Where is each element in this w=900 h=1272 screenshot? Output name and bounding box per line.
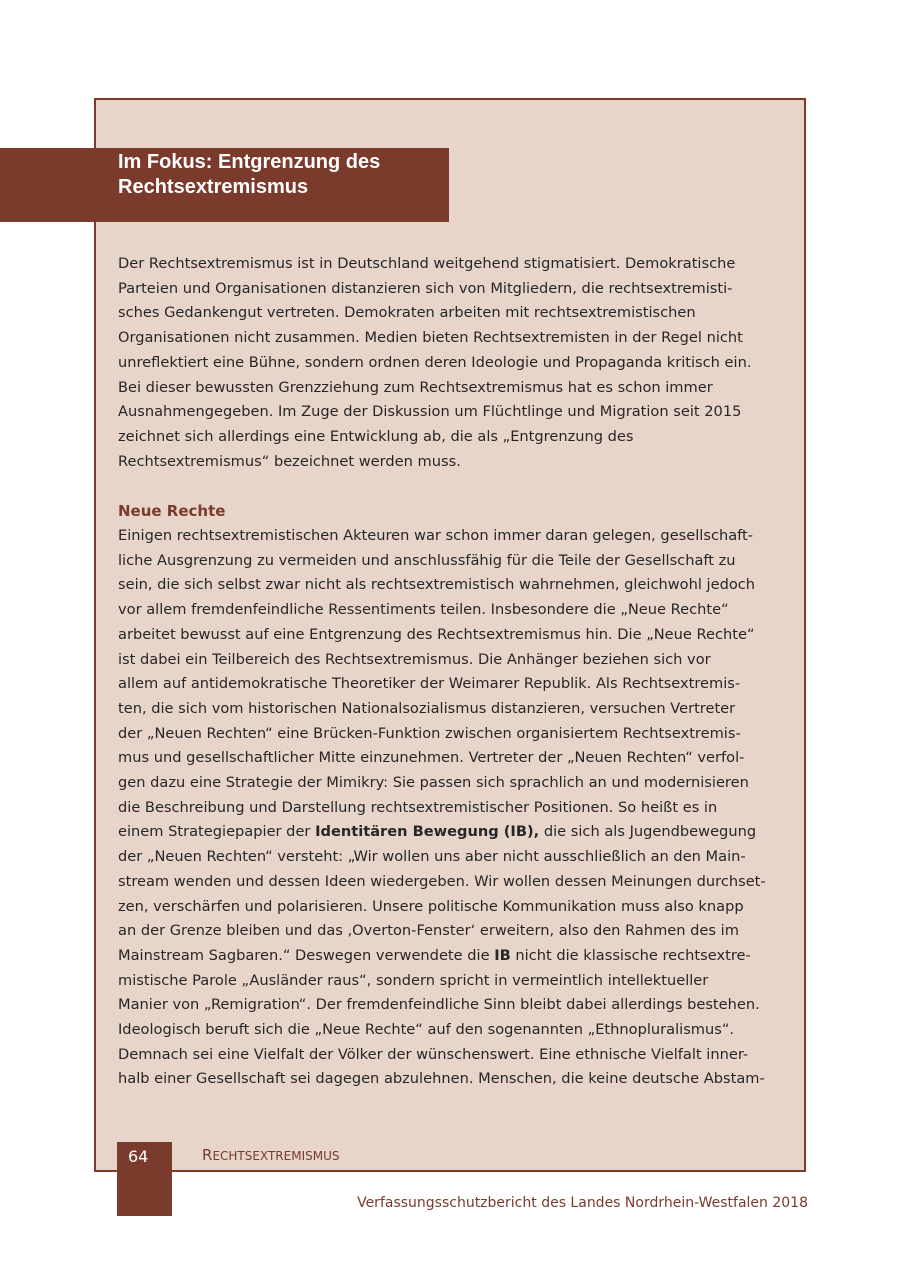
text-line: Ideologisch beruft sich die „Neue Rechte“ auf den sogenannten „Ethnopluralismus“. — [118, 1021, 735, 1039]
text-line — [118, 944, 790, 969]
text-line: mus und gesellschaftlicher Mitte einzunehmen. Vertreter der „Neuen Rechten“ verfol- — [118, 749, 745, 767]
text-line: sches Gedankengut vertreten. Demokraten arbeiten mit rechtsextremistischen — [118, 304, 696, 322]
text-line: die Beschreibung und Darstellung rechtsextremistischer Positionen. So heißt es in — [118, 798, 718, 816]
text-line: liche Ausgrenzung zu vermeiden und anschlussfähig für die Teile der Gesellschaft zu — [118, 551, 736, 569]
text-line: stream wenden und dessen Ideen wiedergeben. Wir wollen dessen Meinungen durchset- — [118, 872, 766, 890]
text-line: der „Neuen Rechten“ eine Brücken-Funktion zwischen organisiertem Rechtsextremis- — [118, 724, 741, 742]
text-line: an der Grenze bleiben und das ‚Overton-Fenster‘ erweitern, also den Rahmen des im — [118, 922, 739, 940]
text-line: vor allem fremdenfeindliche Ressentiments teilen. Insbesondere die „Neue Rechte“ — [118, 601, 729, 619]
box-title-line: Im Fokus: Entgrenzung des — [118, 151, 381, 173]
text-line: arbeitet bewusst auf eine Entgrenzung des Rechtsextremismus hin. Die „Neue Rechte“ — [118, 625, 755, 643]
text-span: einem Strategiepapier der — [118, 823, 316, 841]
text-line: Organisationen nicht zusammen. Medien bieten Rechtsextremisten in der Regel nicht — [118, 329, 743, 347]
text-line: allem auf antidemokratische Theoretiker der Weimarer Republik. Als Rechtsextremis- — [118, 675, 741, 693]
page-number: 64 — [128, 1147, 149, 1166]
ib-term: Identitären Bewegung (IB), — [315, 823, 540, 841]
box-title — [118, 150, 438, 200]
text-line: Bei dieser bewussten Grenzziehung zum Rechtsextremismus hat es schon immer — [118, 378, 713, 396]
text-line — [118, 820, 790, 845]
text-line: Demnach sei eine Vielfalt der Völker der wünschenswert. Eine ethnische Vielfalt inner- — [118, 1045, 749, 1063]
text-line: mistische Parole „Ausländer raus“, sondern spricht in vermeintlich intellektueller — [118, 971, 709, 989]
text-line: Rechtsextremismus“ bezeichnet werden muss. — [118, 452, 461, 470]
body-paragraph — [118, 524, 790, 1092]
report-footer: Verfassungsschutzbericht des Landes Nordrhein-Westfalen 2018 — [357, 1195, 808, 1211]
text-line: unreflektiert eine Bühne, sondern ordnen deren Ideologie und Propaganda kritisch ein. — [118, 353, 752, 371]
text-line: ten, die sich vom historischen Nationalsozialismus distanzieren, versuchen Vertreter — [118, 699, 736, 717]
section-heading: Neue Rechte — [118, 502, 226, 520]
intro-paragraph — [118, 252, 790, 474]
text-line: Ausnahmengegeben. Im Zuge der Diskussion um Flüchtlinge und Migration seit 2015 — [118, 403, 742, 421]
text-line: Parteien und Organisationen distanzieren sich von Mitgliedern, die rechtsextremisti- — [118, 279, 733, 297]
text-line: Einigen rechtsextremistischen Akteuren war schon immer daran gelegen, gesellschaft- — [118, 527, 754, 544]
text-line: der „Neuen Rechten“ versteht: „Wir wollen uns aber nicht ausschließlich an den Main- — [118, 848, 746, 866]
text-line: zeichnet sich allerdings eine Entwicklung ab, die als „Entgrenzung des — [118, 427, 634, 445]
text-span: Mainstream Sagbaren.“ Deswegen verwendete die — [118, 946, 495, 964]
running-header-initial: R — [202, 1146, 213, 1164]
text-line: sein, die sich selbst zwar nicht als rechtsextremistisch wahrnehmen, gleichwohl jedoch — [118, 576, 756, 594]
ib-abbrev: IB — [494, 946, 511, 964]
text-line: halb einer Gesellschaft sei dagegen abzulehnen. Menschen, die keine deutsche Abstam- — [118, 1070, 765, 1088]
text-line: Manier von „Remigration“. Der fremdenfeindliche Sinn bleibt dabei allerdings bestehen. — [118, 996, 760, 1014]
text-span: nicht die klassische rechtsextre- — [510, 946, 751, 964]
text-span: die sich als Jugendbewegung — [539, 823, 757, 841]
text-line: Der Rechtsextremismus ist in Deutschland weitgehend stigmatisiert. Demokratische — [118, 255, 736, 272]
box-title-line: Rechtsextremismus — [118, 176, 309, 198]
running-header-rest: ECHTSEXTREMISMUS — [212, 1149, 340, 1163]
text-line: zen, verschärfen und polarisieren. Unsere politische Kommunikation muss also knapp — [118, 897, 744, 915]
text-line: ist dabei ein Teilbereich des Rechtsextremismus. Die Anhänger beziehen sich vor — [118, 650, 711, 668]
running-header — [202, 1144, 339, 1167]
text-line: gen dazu eine Strategie der Mimikry: Sie passen sich sprachlich an und modernisieren — [118, 774, 749, 792]
